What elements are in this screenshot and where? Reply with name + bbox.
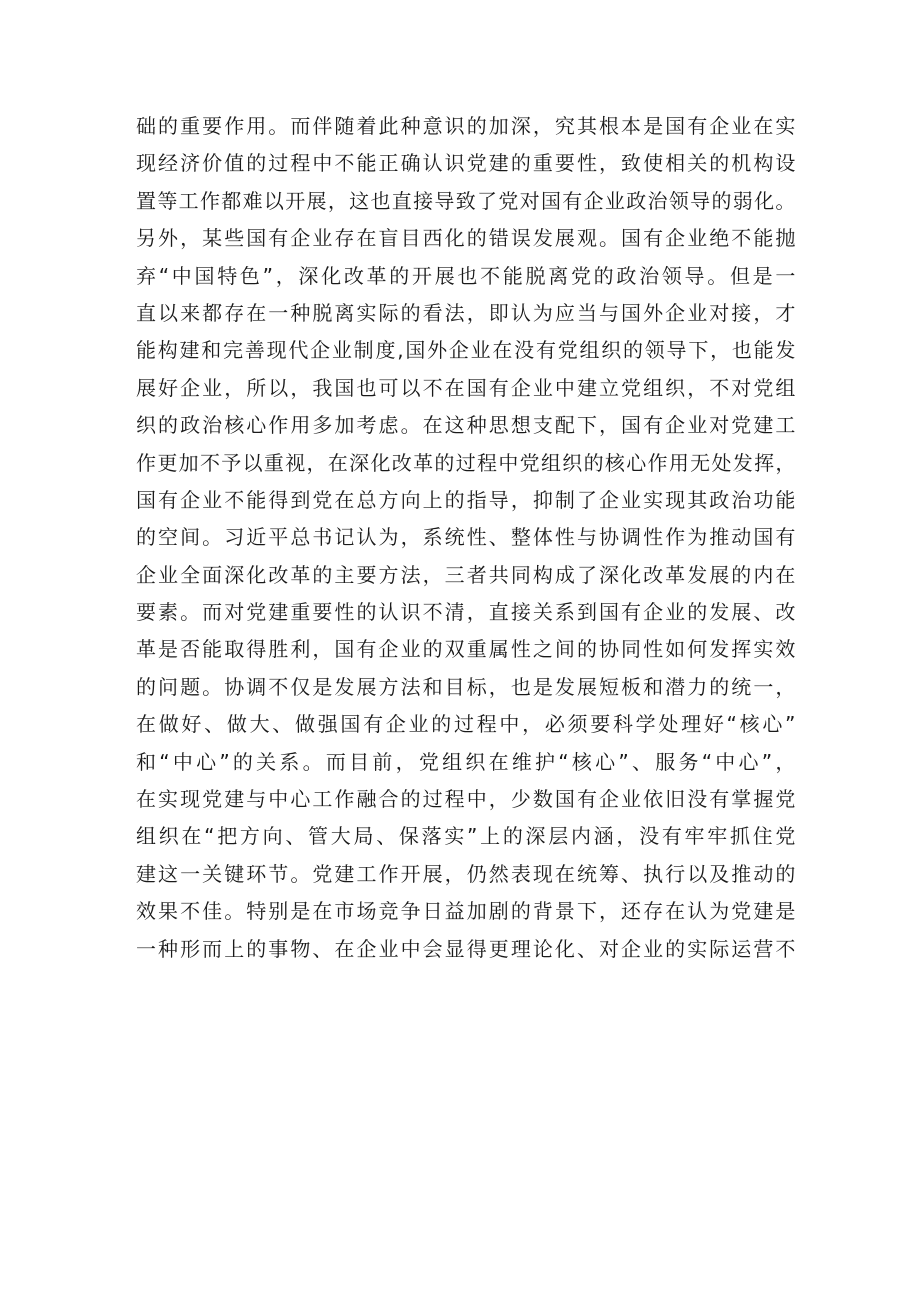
text-line: 作更加不予以重视，在深化改革的过程中党组织的核心作用无处发挥， (136, 450, 796, 475)
text-line: 要素。而对党建重要性的认识不清，直接关系到国有企业的发展、改 (136, 600, 796, 625)
text-line: 建这一关键环节。党建工作开展，仍然表现在统筹、执行以及推动的 (136, 861, 796, 886)
text-line: 一种形而上的事物、在企业中会显得更理论化、对企业的实际运营不 (136, 936, 796, 961)
text-line: 的空间。习近平总书记认为，系统性、整体性与协调性作为推动国有 (136, 525, 796, 550)
text-line: 现经济价值的过程中不能正确认识党建的重要性，致使相关的机构设 (136, 151, 796, 176)
text-line: 直以来都存在一种脱离实际的看法，即认为应当与国外企业对接，才 (136, 300, 796, 325)
text-line: 企业全面深化改革的主要方法，三者共同构成了深化改革发展的内在 (136, 562, 796, 587)
text-line: 能构建和完善现代企业制度,国外企业在没有党组织的领导下，也能发 (136, 338, 796, 363)
text-line: 效果不佳。特别是在市场竞争日益加剧的背景下，还存在认为党建是 (136, 899, 796, 924)
text-line: 国有企业不能得到党在总方向上的指导，抑制了企业实现其政治功能 (136, 487, 796, 512)
body-paragraph (136, 108, 796, 968)
text-line: 的问题。协调不仅是发展方法和目标，也是发展短板和潜力的统一， (136, 674, 796, 699)
text-line: 和“中心”的关系。而目前，党组织在维护“核心”、服务“中心”， (136, 749, 796, 774)
text-line: 组织在“把方向、管大局、保落实”上的深层内涵，没有牢牢抓住党 (136, 824, 796, 849)
text-line: 础的重要作用。而伴随着此种意识的加深，究其根本是国有企业在实 (136, 114, 796, 138)
text-line: 弃“中国特色”，深化改革的开展也不能脱离党的政治领导。但是一 (136, 263, 796, 288)
text-line: 在实现党建与中心工作融合的过程中，少数国有企业依旧没有掌握党 (136, 787, 796, 812)
text-line: 展好企业，所以，我国也可以不在国有企业中建立党组织，不对党组 (136, 375, 796, 400)
text-line: 在做好、做大、做强国有企业的过程中，必须要科学处理好“核心” (136, 712, 796, 737)
text-line: 织的政治核心作用多加考虑。在这种思想支配下，国有企业对党建工 (136, 413, 796, 438)
text-line: 另外，某些国有企业存在盲目西化的错误发展观。国有企业绝不能抛 (136, 226, 796, 251)
text-line: 革是否能取得胜利，国有企业的双重属性之间的协同性如何发挥实效 (136, 637, 796, 662)
text-line: 置等工作都难以开展，这也直接导致了党对国有企业政治领导的弱化。 (136, 188, 796, 213)
